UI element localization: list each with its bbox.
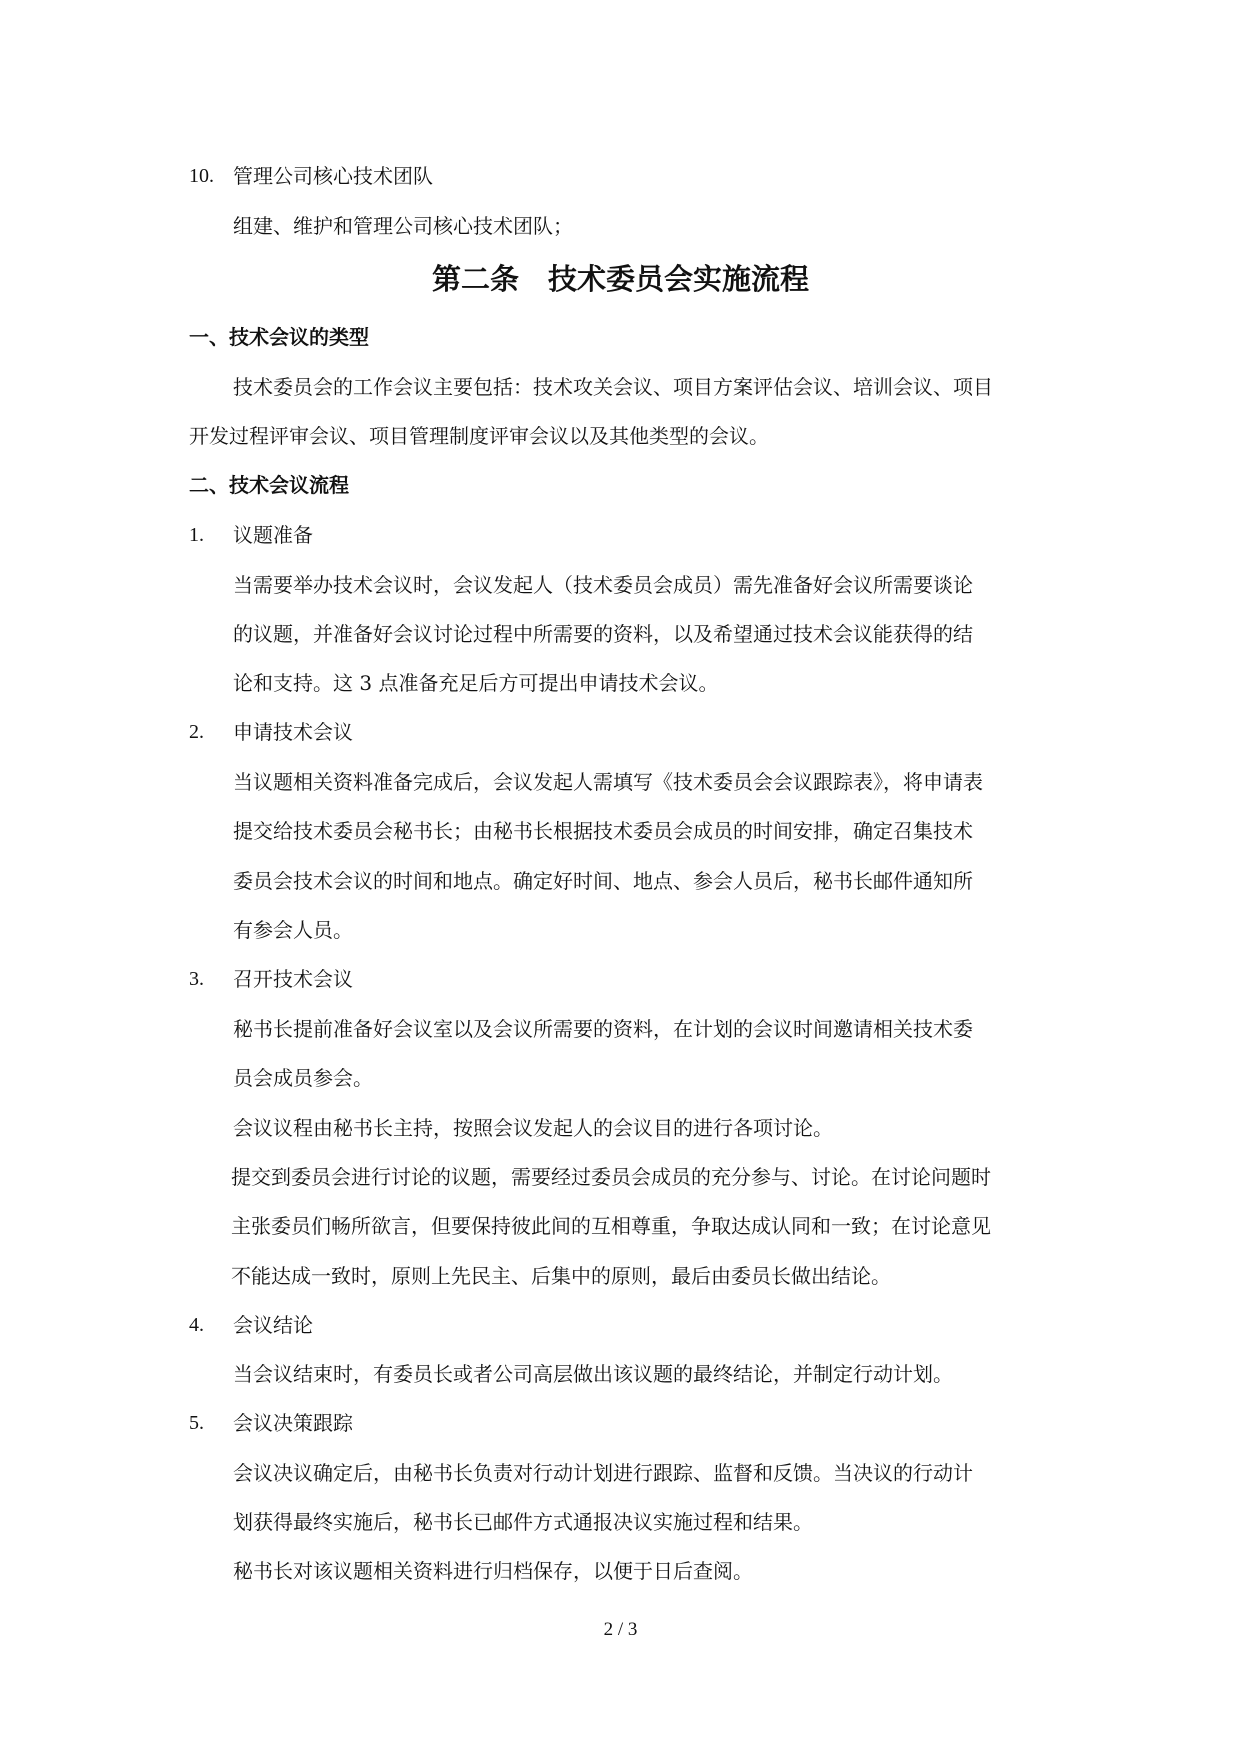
item-number: 3. <box>189 968 204 990</box>
item-number: 2. <box>189 721 204 743</box>
paragraph-line: 组建、维护和管理公司核心技术团队； <box>233 214 573 238</box>
section-heading: 二、技术会议流程 <box>189 473 349 497</box>
paragraph-line: 主张委员们畅所欲言，但要保持彼此间的互相尊重，争取达成认同和一致；在讨论意见 <box>231 1214 991 1238</box>
item-title: 申请技术会议 <box>233 720 353 744</box>
paragraph-line: 划获得最终实施后，秘书长已邮件方式通报决议实施过程和结果。 <box>233 1510 813 1534</box>
item-number: 4. <box>189 1314 204 1336</box>
paragraph-line: 提交给技术委员会秘书长；由秘书长根据技术委员会成员的时间安排，确定召集技术 <box>233 819 973 843</box>
paragraph-line: 不能达成一致时，原则上先民主、后集中的原则，最后由委员长做出结论。 <box>231 1264 891 1288</box>
paragraph-line: 提交到委员会进行讨论的议题，需要经过委员会成员的充分参与、讨论。在讨论问题时 <box>231 1165 991 1189</box>
paragraph-line: 委员会技术会议的时间和地点。确定好时间、地点、参会人员后，秘书长邮件通知所 <box>233 869 973 893</box>
paragraph-line: 当会议结束时，有委员长或者公司高层做出该议题的最终结论，并制定行动计划。 <box>233 1362 953 1386</box>
paragraph-line: 员会成员参会。 <box>233 1066 373 1090</box>
paragraph-line: 当需要举办技术会议时，会议发起人（技术委员会成员）需先准备好会议所需要谈论 <box>233 573 973 597</box>
paragraph-line: 会议议程由秘书长主持，按照会议发起人的会议目的进行各项讨论。 <box>233 1116 833 1140</box>
paragraph-line: 秘书长对该议题相关资料进行归档保存，以便于日后查阅。 <box>233 1559 753 1583</box>
page-number: 2 / 3 <box>603 1619 638 1640</box>
paragraph-line: 技术委员会的工作会议主要包括：技术攻关会议、项目方案评估会议、培训会议、项目 <box>233 375 993 399</box>
item-title: 会议结论 <box>233 1313 313 1337</box>
item-number: 1. <box>189 524 204 546</box>
paragraph-line: 会议决议确定后，由秘书长负责对行动计划进行跟踪、监督和反馈。当决议的行动计 <box>233 1461 973 1485</box>
article-title: 第二条 技术委员会实施流程 <box>431 262 809 296</box>
paragraph-line: 有参会人员。 <box>233 918 353 942</box>
item-title: 管理公司核心技术团队 <box>233 164 433 188</box>
paragraph-line: 论和支持。这 3 点准备充足后方可提出申请技术会议。 <box>233 671 719 695</box>
section-heading: 一、技术会议的类型 <box>189 325 369 349</box>
item-title: 会议决策跟踪 <box>233 1411 353 1435</box>
item-title: 召开技术会议 <box>233 967 353 991</box>
item-number: 10. <box>189 165 214 187</box>
paragraph-line: 秘书长提前准备好会议室以及会议所需要的资料，在计划的会议时间邀请相关技术委 <box>233 1017 973 1041</box>
item-title: 议题准备 <box>233 523 313 547</box>
paragraph-line: 当议题相关资料准备完成后，会议发起人需填写《技术委员会会议跟踪表》，将申请表 <box>233 770 983 794</box>
item-number: 5. <box>189 1412 204 1434</box>
paragraph-line: 的议题，并准备好会议讨论过程中所需要的资料，以及希望通过技术会议能获得的结 <box>233 622 973 646</box>
paragraph-line: 开发过程评审会议、项目管理制度评审会议以及其他类型的会议。 <box>189 424 769 448</box>
